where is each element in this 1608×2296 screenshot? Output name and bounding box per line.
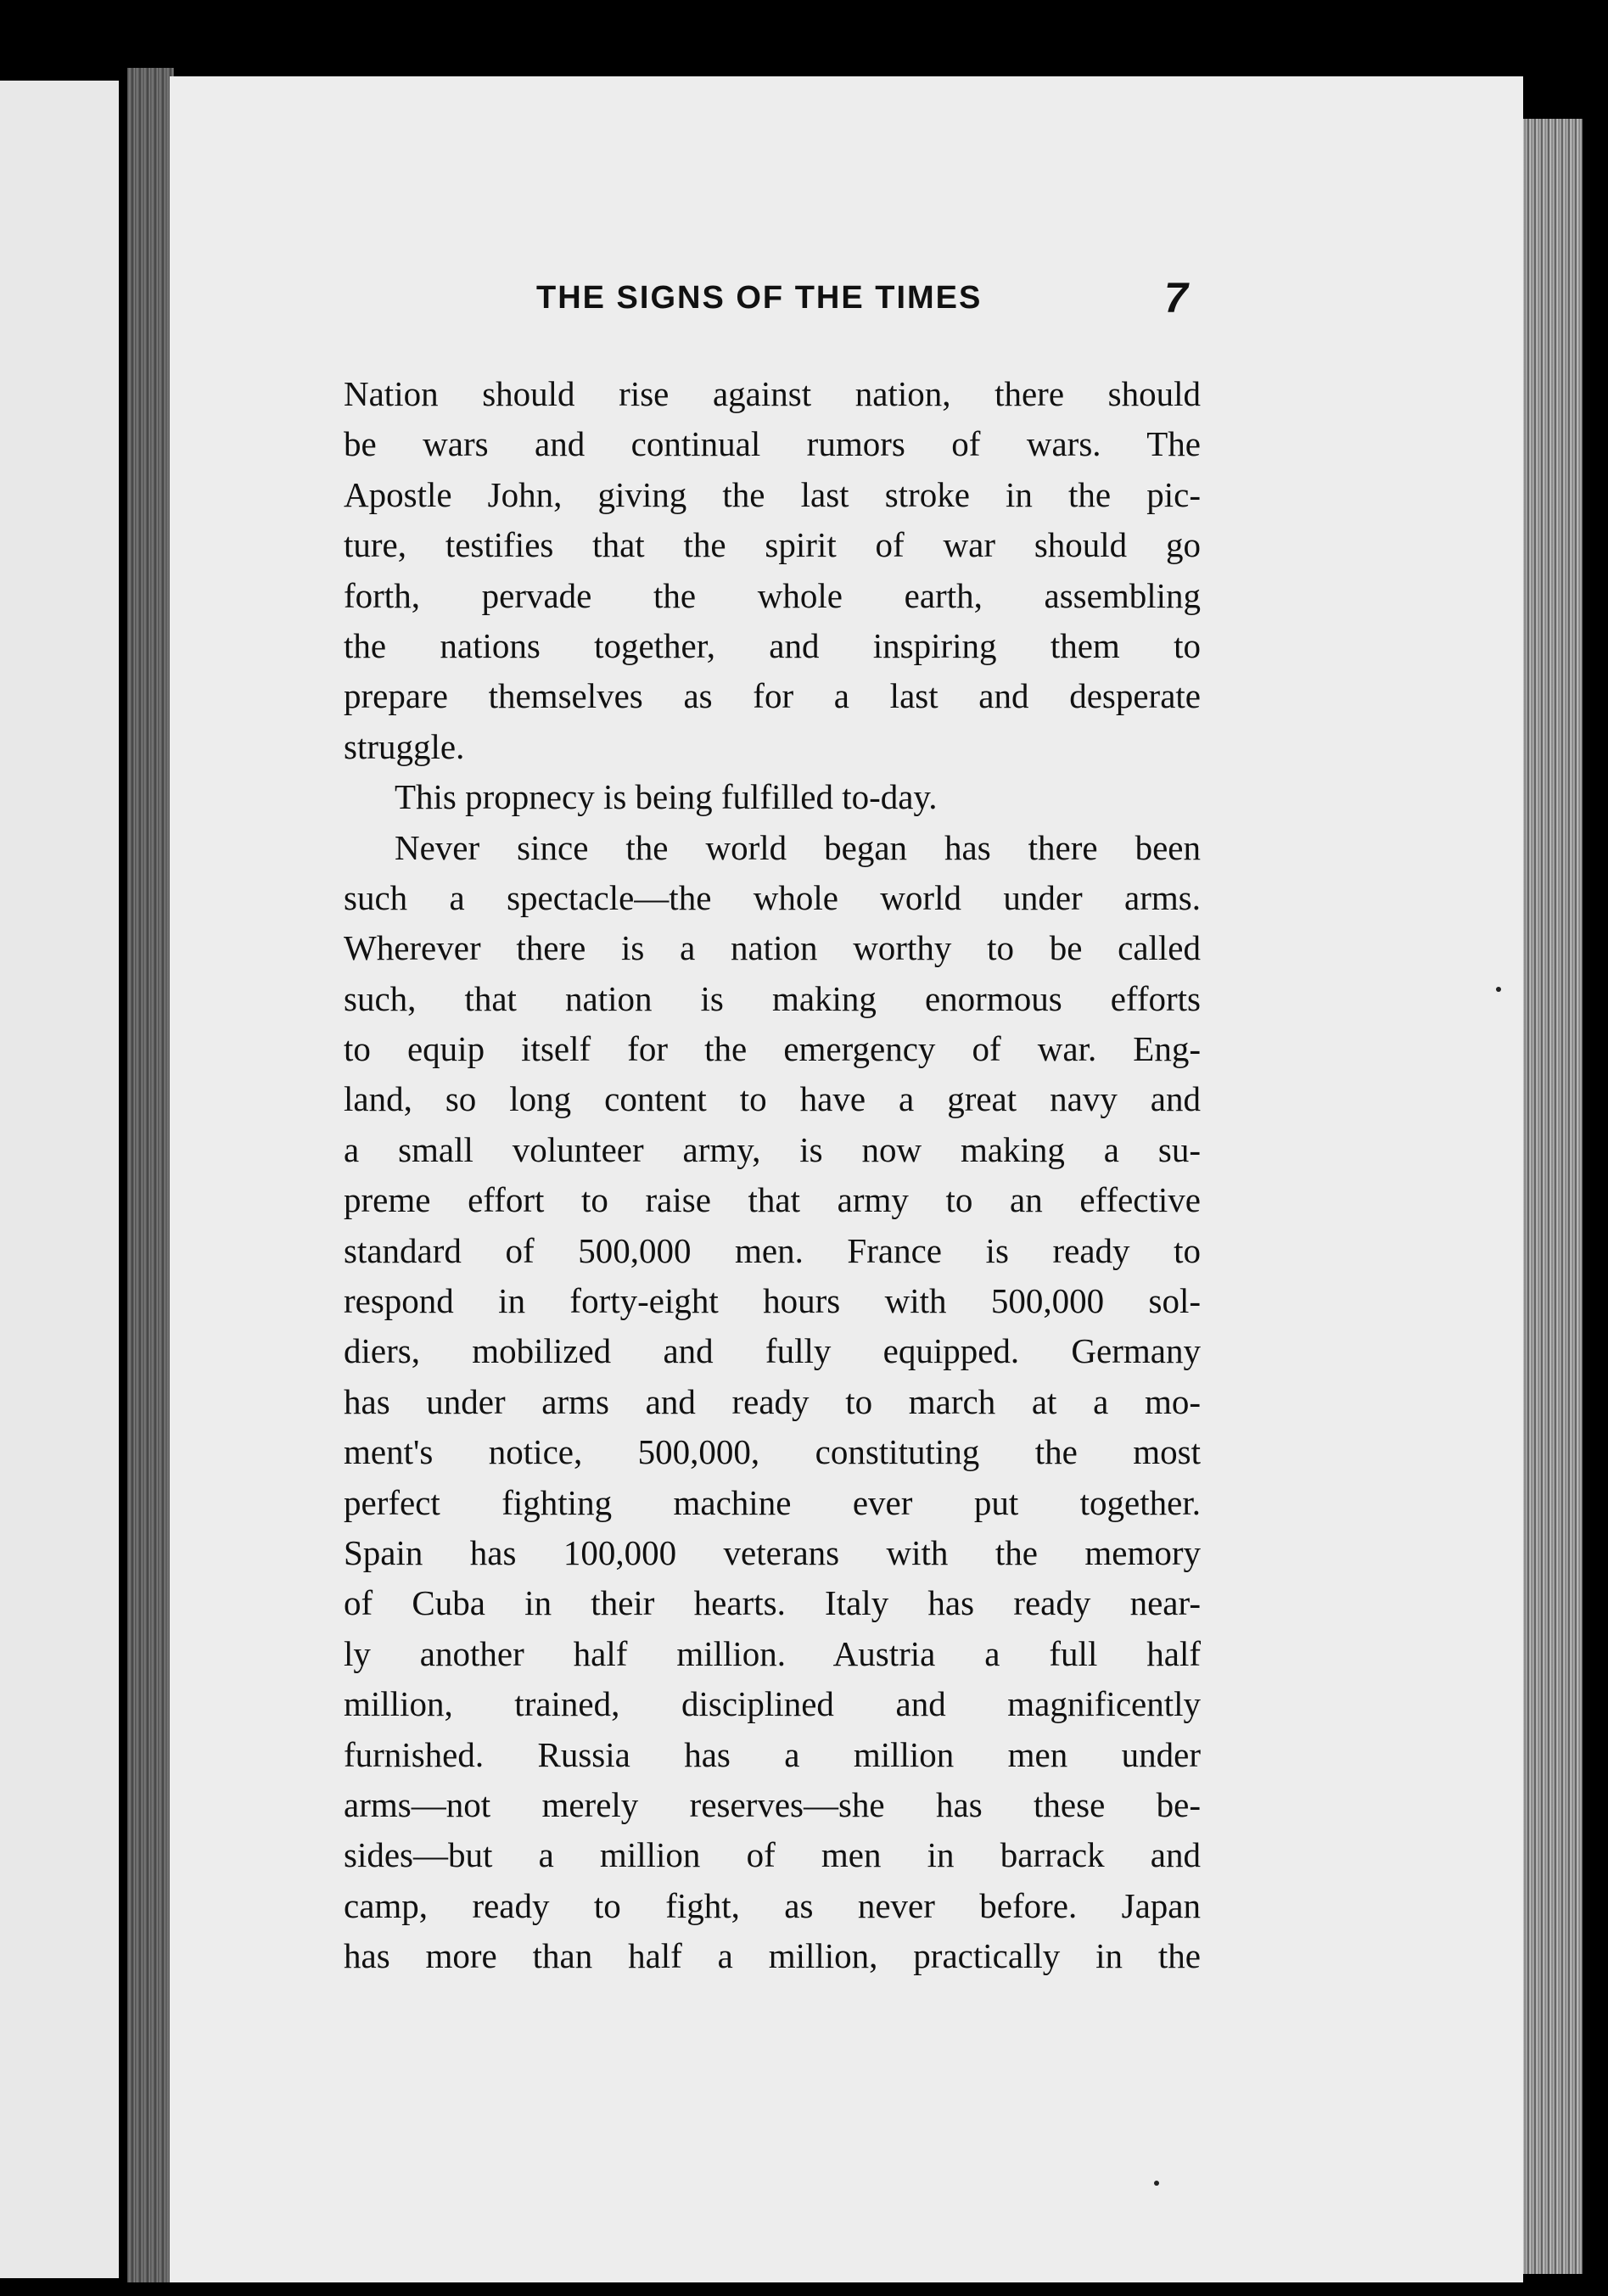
text-line: Never since the world began has there been bbox=[395, 827, 1201, 867]
book-binding bbox=[127, 68, 174, 2282]
text-line: diers, mobilized and fully equipped. Germany bbox=[344, 1331, 1201, 1371]
text-line: standard of 500,000 men. France is ready to bbox=[344, 1230, 1201, 1270]
text-line: of Cuba in their hearts. Italy has ready near- bbox=[344, 1583, 1201, 1623]
text-line: be wars and continual rumors of wars. The bbox=[344, 424, 1201, 464]
text-line: Nation should rise against nation, there should bbox=[344, 374, 1201, 413]
text-line: This propnecy is being fulfilled to-day. bbox=[395, 777, 938, 817]
speck-mark bbox=[1496, 987, 1501, 992]
text-line: perfect fighting machine ever put together. bbox=[344, 1482, 1201, 1522]
text-line: a small volunteer army, is now making a su- bbox=[344, 1129, 1201, 1169]
page-block-edge bbox=[1523, 119, 1583, 2274]
text-line: sides—but a million of men in barrack and bbox=[344, 1835, 1201, 1875]
text-line: Apostle John, giving the last stroke in the pic- bbox=[344, 474, 1201, 514]
text-line: prepare themselves as for a last and desperate bbox=[344, 676, 1201, 716]
text-line: respond in forty-eight hours with 500,000 sol- bbox=[344, 1281, 1201, 1321]
text-line: struggle. bbox=[344, 726, 465, 766]
text-line: to equip itself for the emergency of war. Eng- bbox=[344, 1029, 1201, 1069]
text-line: Spain has 100,000 veterans with the memory bbox=[344, 1532, 1201, 1572]
text-line: million, trained, disciplined and magnificently bbox=[344, 1684, 1201, 1724]
text-line: forth, pervade the whole earth, assembling bbox=[344, 575, 1201, 615]
text-line: ment's notice, 500,000, constituting the most bbox=[344, 1432, 1201, 1472]
text-line: ly another half million. Austria a full half bbox=[344, 1633, 1201, 1673]
text-line: ture, testifies that the spirit of war should go bbox=[344, 525, 1201, 565]
speck-mark bbox=[1154, 2181, 1159, 2186]
facing-page-edge bbox=[0, 81, 119, 2278]
text-line: has under arms and ready to march at a mo- bbox=[344, 1381, 1201, 1421]
text-line: such, that nation is making enormous efforts bbox=[344, 978, 1201, 1018]
text-line: the nations together, and inspiring them to bbox=[344, 625, 1201, 665]
text-line: furnished. Russia has a million men under bbox=[344, 1734, 1201, 1774]
page-number: 7 bbox=[1164, 274, 1188, 322]
body-text bbox=[344, 369, 1201, 1982]
text-line: Wherever there is a nation worthy to be called bbox=[344, 928, 1201, 968]
text-line: land, so long content to have a great navy and bbox=[344, 1079, 1201, 1119]
text-line: preme effort to raise that army to an effective bbox=[344, 1180, 1201, 1220]
running-head: THE SIGNS OF THE TIMES bbox=[536, 280, 983, 316]
text-line: has more than half a million, practically in the bbox=[344, 1936, 1201, 1976]
text-line: such a spectacle—the whole world under arms. bbox=[344, 877, 1201, 917]
text-line: camp, ready to fight, as never before. Japan bbox=[344, 1885, 1201, 1925]
text-line: arms—not merely reserves—she has these be- bbox=[344, 1784, 1201, 1824]
